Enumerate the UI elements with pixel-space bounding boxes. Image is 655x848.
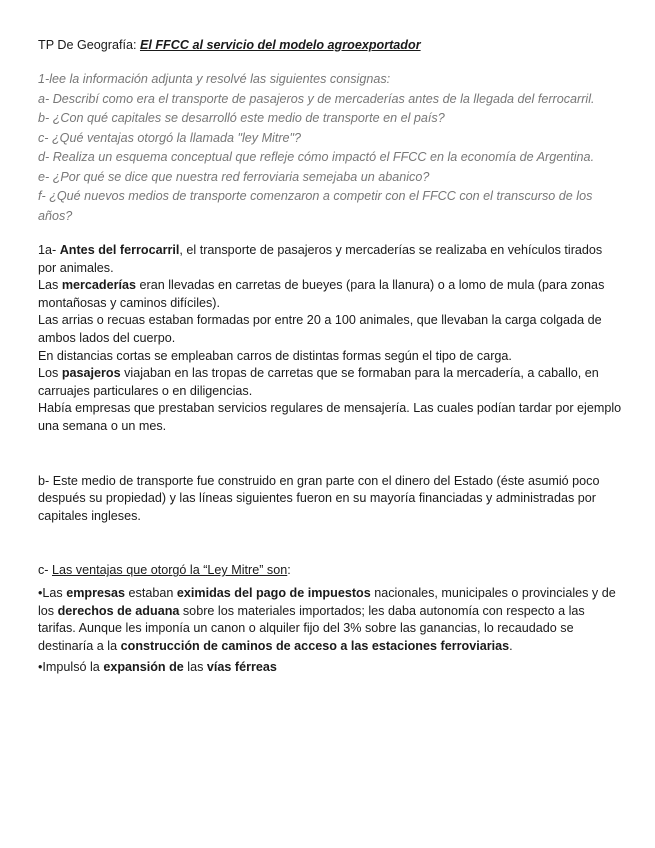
- document-title: El FFCC al servicio del modelo agroexportador: [139, 38, 421, 52]
- answer-c-title: Las ventajas que otorgó la “Ley Mitre” son: [52, 563, 288, 578]
- question-c: c- ¿Qué ventajas otorgó la llamada "ley Mitre"?: [38, 130, 302, 145]
- text: .: [509, 638, 513, 653]
- text: eran llevadas en carretas de bueyes (para la llanura) o a lomo de mula (para zonas montañosas y caminos difíciles).: [38, 278, 605, 310]
- answer-1a-paragraph-4: En distancias cortas se empleaban carros de distintas formas según el tipo de carga.: [38, 348, 512, 363]
- question-d: d- Realiza un esquema conceptual que refleje cómo impactó el FFCC en la economía de Argentina.: [38, 150, 595, 164]
- question-e: e- ¿Por qué se dice que nuestra red ferroviaria semejaba un abanico?: [38, 169, 430, 184]
- text: sobre los materiales importados; les daba autonomía con respecto a las tarifas. Aunque les imponía un canon o alquiler fijo del 3% sobre las ganancias, lo recaudado se destinaría a la: [38, 603, 585, 653]
- answer-label: 1a-: [38, 243, 60, 257]
- answer-1a-paragraph-1: [38, 242, 623, 277]
- question-intro: 1-lee la información adjunta y resolvé las siguientes consignas:: [38, 72, 391, 86]
- answer-label: c-: [38, 563, 52, 578]
- answer-1a-paragraph-6: Había empresas que prestaban servicios regulares de mensajería. Las cuales podían tardar por ejemplo una semana o un mes.: [38, 401, 622, 433]
- answer-1a-paragraph-2: [38, 277, 623, 312]
- question-a: a- Describí como era el transporte de pasajeros y de mercaderías antes de la llegada del ferrocarril.: [38, 91, 595, 106]
- answer-c-bullet-1: [38, 585, 623, 655]
- text: viajaban en las tropas de carretas que se formaban para la mercadería, a caballo, en carruajes particulares o en diligencias.: [38, 366, 599, 398]
- document-heading: [38, 36, 623, 54]
- answer-c-bullet-2: [38, 659, 623, 677]
- text: •Impulsó la: [38, 660, 104, 675]
- answer-c: [38, 562, 623, 677]
- text: las: [183, 660, 207, 675]
- answer-1a-paragraph-3: Las arrias o recuas estaban formadas por entre 20 a 100 animales, que llevaban la carga colgada de ambos lados del cuerpo.: [38, 313, 602, 345]
- emphasis: vías férreas: [206, 660, 277, 675]
- text: :: [287, 563, 291, 578]
- answer-1a-paragraph-5: [38, 365, 623, 400]
- text: •Las: [38, 585, 67, 600]
- text: nacionales, municipales o provinciales y de los: [38, 585, 616, 618]
- emphasis: pasajeros: [61, 366, 121, 381]
- emphasis: expansión de: [103, 660, 184, 675]
- text: Los: [38, 366, 62, 381]
- question-f: f- ¿Qué nuevos medios de transporte comenzaron a competir con el FFCC con el transcurso de los años?: [38, 189, 593, 223]
- question-b: b- ¿Con qué capitales se desarrolló este medio de transporte en el país?: [38, 111, 445, 125]
- emphasis: derechos de aduana: [57, 603, 180, 618]
- emphasis: mercaderías: [61, 278, 137, 293]
- questions-list: [38, 70, 623, 226]
- emphasis: Antes del ferrocarril: [59, 243, 180, 257]
- answer-b-paragraph: b- Este medio de transporte fue construido en gran parte con el dinero del Estado (éste asumió poco después su propiedad) y las líneas siguientes fueron en su mayoría financiadas y administradas por capitales ingleses.: [38, 473, 600, 523]
- answer-1a: [38, 242, 623, 436]
- text: Las: [38, 278, 62, 293]
- emphasis: construcción de caminos de acceso a las estaciones ferroviarias: [120, 638, 510, 653]
- emphasis: empresas: [66, 585, 126, 600]
- heading-prefix: TP De Geografía:: [38, 38, 140, 52]
- text: estaban: [125, 585, 177, 600]
- text: , el transporte de pasajeros y mercaderías se realizaba en vehículos tirados por animales.: [38, 243, 603, 275]
- emphasis: eximidas del pago de impuestos: [176, 585, 371, 600]
- document-page: [38, 36, 623, 695]
- answer-c-heading: [38, 562, 623, 580]
- answer-b: [38, 473, 623, 526]
